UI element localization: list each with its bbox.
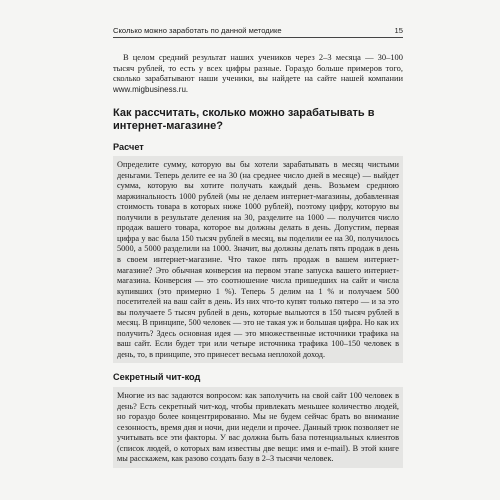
section-heading: Как рассчитать, сколько можно зарабатывать в интернет-магазине? [113,107,375,132]
page-content [113,52,403,468]
page-header [113,26,403,38]
calc-heading: Расчет [113,141,144,152]
secret-box [113,387,403,468]
secret-text: Многие из вас задаются вопросом: как заполучить на свой сайт 100 человек в день? Есть секретный чит-код, чтобы привлекать меньшее количество людей, но гораздо более концентрированно. Мы не будем сейчас брать во внимание сезонность, время дня и ночи, дни недели и прочее. Данный трюк позволяет не учитывать все эти факторы. У вас должна быть база потенциальных клиентов (список людей, о которых вам известны две вещи: имя и e-mail). В этой книге мы расскажем, как разово создать базу в 2–3 тысячи человек. [117,390,399,464]
secret-heading: Секретный чит-код [113,372,201,383]
intro-text-end: . [185,83,189,94]
intro-paragraph [113,52,403,95]
calc-box [113,156,403,363]
calc-text: Определите сумму, которую вы бы хотели зарабатывать в месяц чистыми деньгами. Теперь делите ее на 30 (на среднее число дней в месяце) — выйдет сумма, которую вы хотите получать каждый день. Возьмем среднюю маржинальность 1000 рублей (мы не делаем интернет-магазины, добавленная стоимость товара в которых ниже 1000 рублей), поэтому цифру, которую вы получили в результате деления на 30, разделите на 1000 — получится число продаж вашего товара, которое вы должны делать в день. Допустим, первая цифра у вас была 150 тысяч рублей в месяц, вы поделили ее на 30, получилось 5000, а 5000 разделили на 1000. Значит, вы должны делать пять продаж в день в своем интернет-магазине. Что такое пять продаж в вашем интернет-магазине? Это обычная конверсия на первом этапе запуска вашего интернет-магазина. Конверсия — это соотношение числа пришедших на сайт и числа купивших (это примерно 1 %). Теперь 5 делим на 1 % и получаем 500 посетителей на ваш сайт в день. Из них что-то купят только пятеро — и за это вы получаете 5 тысяч рублей в день, которые выльются в 150 тысяч рублей в месяц. В принципе, 500 человек — это не такая уж и большая цифра. Но как их получить? Здесь основная идея — это множественные источники трафика на ваш сайт. Если будет три или четыре источника трафика 100–150 человек в день, то, в принципе, это принесет весьма неплохой доход. [117,160,399,359]
website-link: www.migbusiness.ru [113,84,186,94]
running-title: Сколько можно заработать по данной методике [113,26,282,35]
page-number: 15 [394,26,403,35]
intro-text: В целом средний результат наших учеников через 2–3 месяца — 30–100 тысяч рублей, то есть у всех цифры разные. Гораздо больше примеров того, сколько зарабатывают наши ученики, вы найдете на сайте нашей компании [113,52,403,84]
